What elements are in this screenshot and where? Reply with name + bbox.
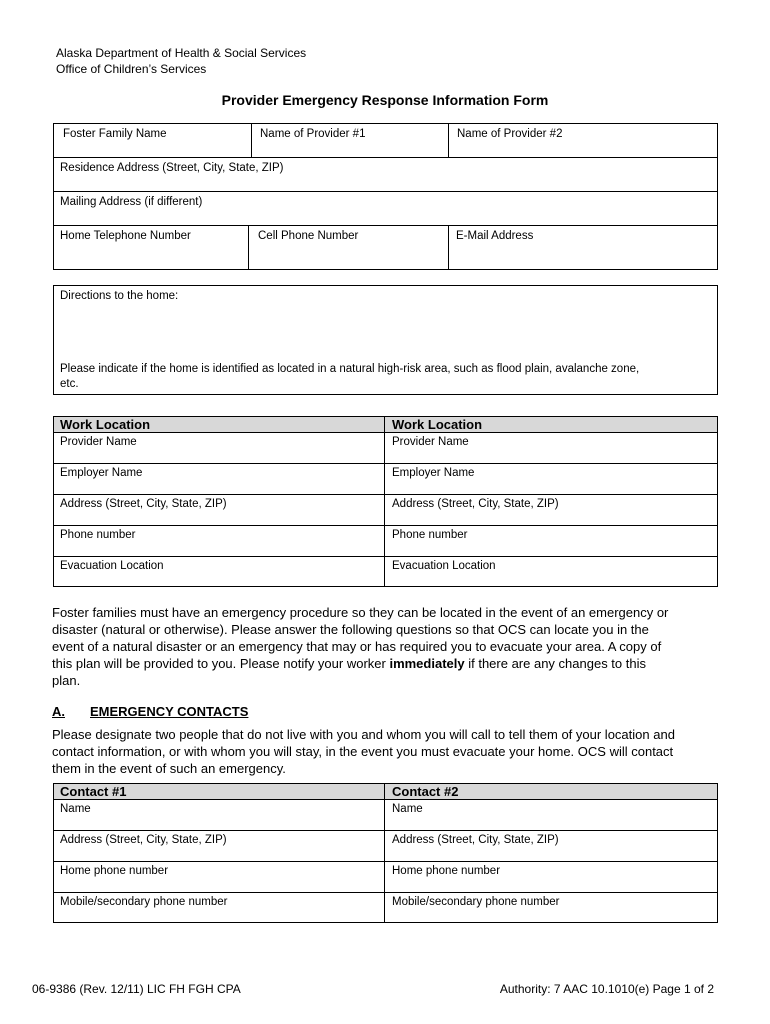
form-number-footer: 06-9386 (Rev. 12/11) LIC FH FGH CPA	[32, 982, 241, 996]
work-1-phone-field[interactable]: Phone number	[60, 529, 136, 541]
work-1-evacuation-field[interactable]: Evacuation Location	[60, 560, 164, 572]
section-a-line-2: contact information, or with whom you will stay, in the event you must evacuate your home. OCS will contact	[52, 744, 674, 759]
work-2-provider-name-field[interactable]: Provider Name	[392, 436, 469, 448]
risk-area-line-1: Please indicate if the home is identified as located in a natural high-risk area, such as flood plain, avalanche zone,	[60, 363, 640, 375]
provider-1-name-field[interactable]: Name of Provider #1	[260, 128, 366, 140]
mailing-address-field[interactable]: Mailing Address (if different)	[60, 196, 203, 208]
work-2-employer-name-field[interactable]: Employer Name	[392, 467, 475, 479]
work-location-1-title: Work Location	[60, 417, 151, 432]
cell-phone-field[interactable]: Cell Phone Number	[258, 230, 359, 242]
email-field[interactable]: E-Mail Address	[456, 230, 534, 242]
contact-2-address-field[interactable]: Address (Street, City, State, ZIP)	[392, 834, 559, 846]
contact-1-mobile-phone-field[interactable]: Mobile/secondary phone number	[60, 896, 228, 908]
home-phone-field[interactable]: Home Telephone Number	[60, 230, 191, 242]
work-location-2-title: Work Location	[392, 417, 483, 432]
contact-2-home-phone-field[interactable]: Home phone number	[392, 865, 501, 877]
contact-1-title: Contact #1	[60, 784, 127, 799]
residence-address-field[interactable]: Residence Address (Street, City, State, ZIP)	[60, 162, 284, 174]
work-1-address-field[interactable]: Address (Street, City, State, ZIP)	[60, 498, 227, 510]
authority-page-footer: Authority: 7 AAC 10.1010(e) Page 1 of 2	[499, 982, 714, 996]
provider-2-name-field[interactable]: Name of Provider #2	[457, 128, 563, 140]
foster-family-name-field[interactable]: Foster Family Name	[63, 128, 167, 140]
section-a-heading: A. EMERGENCY CONTACTS	[52, 704, 249, 719]
contact-2-name-field[interactable]: Name	[392, 803, 423, 815]
work-2-phone-field[interactable]: Phone number	[392, 529, 468, 541]
intro-line-4: this plan will be provided to you. Please notify your worker immediately if there are any changes to this	[52, 656, 646, 671]
contact-1-name-field[interactable]: Name	[60, 803, 91, 815]
intro-line-5: plan.	[52, 673, 81, 688]
work-2-evacuation-field[interactable]: Evacuation Location	[392, 560, 496, 572]
contact-1-address-field[interactable]: Address (Street, City, State, ZIP)	[60, 834, 227, 846]
risk-area-line-2: etc.	[60, 378, 79, 390]
intro-line-2: disaster (natural or otherwise). Please answer the following questions so that OCS can locate you in the	[52, 622, 649, 637]
immediately-emphasis: immediately	[389, 656, 465, 671]
section-a-line-3: them in the event of such an emergency.	[52, 761, 286, 776]
directions-label: Directions to the home:	[60, 290, 179, 302]
intro-line-3: event of a natural disaster or an emergency that may or has required you to evacuate your area. A copy of	[52, 639, 662, 654]
section-a-line-1: Please designate two people that do not live with you and whom you will call to tell them of your location and	[52, 727, 675, 742]
contact-1-home-phone-field[interactable]: Home phone number	[60, 865, 169, 877]
contact-2-title: Contact #2	[392, 784, 459, 799]
work-1-provider-name-field[interactable]: Provider Name	[60, 436, 137, 448]
office-name: Office of Children’s Services	[56, 62, 207, 76]
work-1-employer-name-field[interactable]: Employer Name	[60, 467, 143, 479]
agency-name: Alaska Department of Health & Social Services	[56, 46, 307, 60]
contact-2-mobile-phone-field[interactable]: Mobile/secondary phone number	[392, 896, 560, 908]
form-title: Provider Emergency Response Information Form	[221, 92, 549, 108]
work-2-address-field[interactable]: Address (Street, City, State, ZIP)	[392, 498, 559, 510]
intro-line-1: Foster families must have an emergency procedure so they can be located in the event of an emergency or	[52, 605, 669, 620]
